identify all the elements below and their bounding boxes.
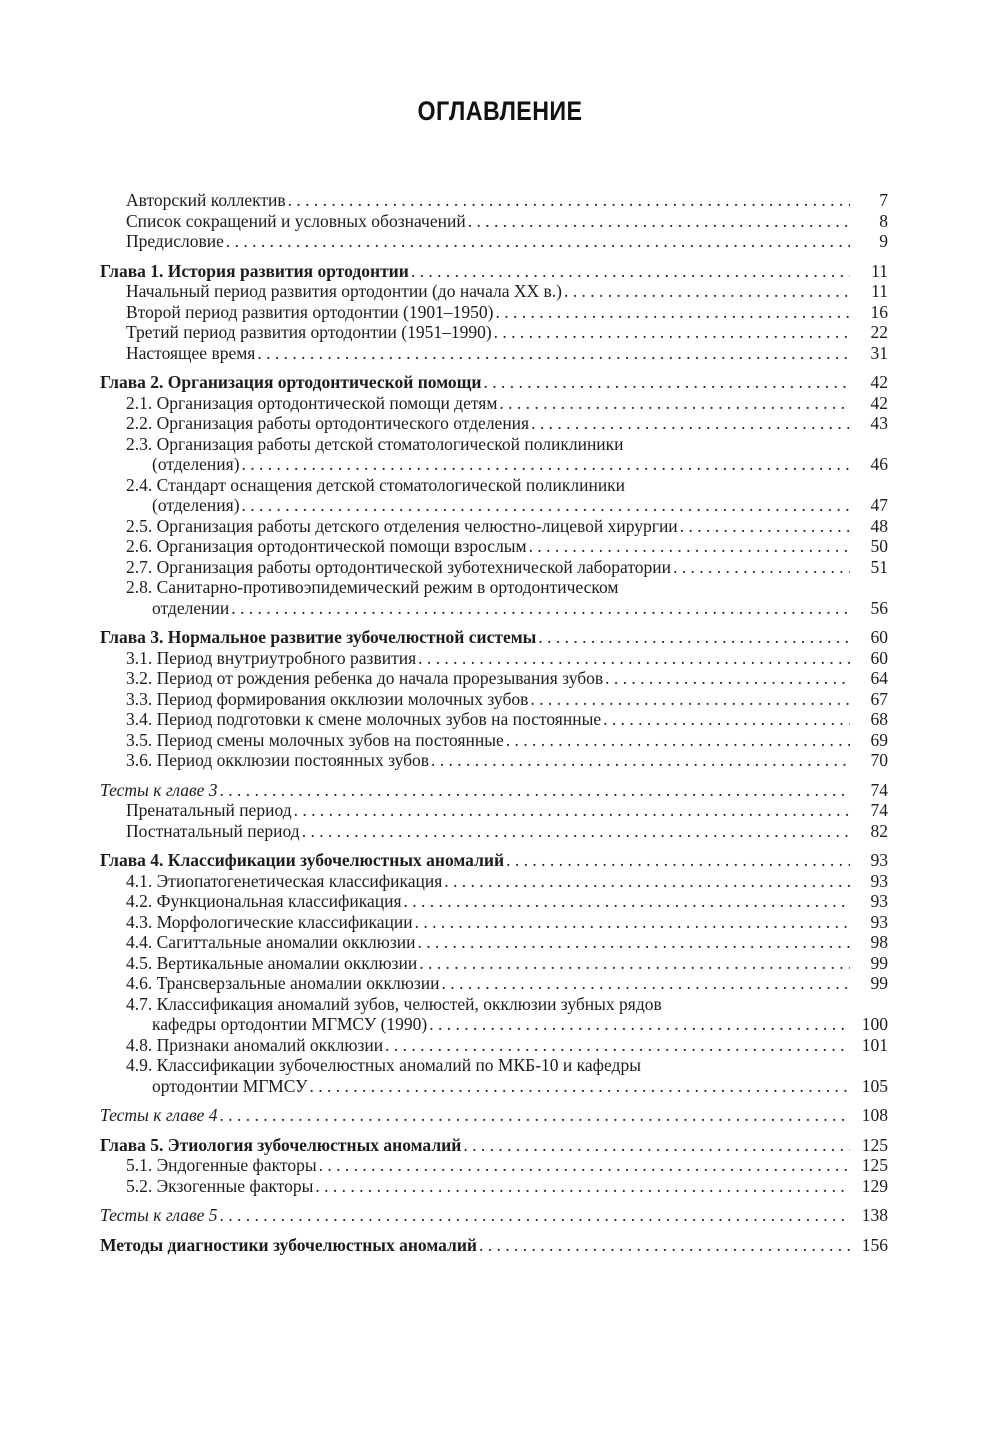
toc-section	[100, 780, 888, 842]
toc-entry[interactable]	[100, 302, 888, 323]
toc-entry-title: Начальный период развития ортодонтии (до начала XX в.)	[126, 281, 562, 301]
toc-page-number: 101	[861, 1034, 888, 1055]
toc-entry-title: Тесты к главе 4	[100, 1105, 218, 1125]
toc-entry[interactable]	[100, 413, 888, 434]
toc-entry[interactable]	[100, 912, 888, 933]
toc-entry-title: 4.9. Классификации зубочелюстных аномалий по МКБ-10 и кафедры	[126, 1055, 641, 1075]
page-title: ОГЛАВЛЕНИЕ	[417, 96, 583, 126]
toc-entry[interactable]	[100, 648, 888, 669]
toc-entry[interactable]	[100, 1055, 888, 1096]
toc-page-number: 50	[870, 536, 888, 556]
dot-leader	[292, 800, 850, 821]
toc-entry-title: 4.5. Вертикальные аномалии окклюзии	[126, 952, 418, 973]
toc-section	[100, 627, 888, 771]
toc-page-number: 11	[871, 281, 888, 301]
dot-leader	[493, 302, 850, 323]
toc-page-number: 74	[870, 800, 888, 820]
toc-page-number: 16	[870, 301, 888, 322]
toc-section	[100, 190, 888, 252]
toc-entry-title: 2.5. Организация работы детского отделения челюстно-лицевой хирургии	[126, 515, 678, 536]
toc-entry-title: Пренатальный период	[126, 800, 292, 820]
dot-leader	[497, 393, 850, 414]
toc-entry[interactable]	[100, 891, 888, 912]
toc-entry-continuation	[126, 454, 888, 475]
toc-entry[interactable]	[100, 821, 888, 842]
toc-entry-title: Предисловие	[126, 231, 224, 251]
toc-entry-title-cont: (отделения)	[152, 454, 240, 474]
toc-page-number: 93	[870, 850, 888, 870]
toc-entry-title: Тесты к главе 5	[100, 1205, 218, 1225]
toc-page-number: 105	[861, 1075, 888, 1096]
toc-entry-title: Третий период развития ортодонтии (1951–1990)	[126, 322, 492, 342]
toc-entry-continuation	[126, 598, 888, 619]
toc-page-number: 100	[861, 1014, 888, 1034]
toc-entry[interactable]	[100, 800, 888, 821]
dot-leader	[504, 730, 850, 751]
toc-chapter[interactable]	[100, 1235, 888, 1256]
dot-leader	[429, 750, 850, 771]
toc-entry-title: 4.1. Этиопатогенетическая классификация	[126, 870, 443, 891]
toc-tests[interactable]	[100, 1105, 888, 1126]
toc-chapter[interactable]	[100, 1135, 888, 1156]
toc-entry-title: 3.5. Период смены молочных зубов на постоянные	[126, 729, 504, 750]
toc-section	[100, 850, 888, 1096]
dot-leader	[504, 850, 850, 871]
toc-entry-title-cont: кафедры ортодонтии МГМСУ (1990)	[152, 1014, 428, 1034]
toc-page-number: 125	[861, 1155, 888, 1175]
dot-leader	[218, 1205, 850, 1226]
toc-section	[100, 1135, 888, 1197]
dot-leader	[529, 413, 850, 434]
toc-entry[interactable]	[100, 475, 888, 516]
toc-page-number: 98	[870, 932, 888, 952]
toc-page-number: 9	[879, 231, 888, 251]
toc-page-number: 156	[861, 1234, 888, 1255]
dot-leader	[603, 668, 850, 689]
toc-entry-title: 3.3. Период формирования окклюзии молочных зубов	[126, 688, 529, 709]
toc-entry[interactable]	[100, 231, 888, 252]
toc-entry-continuation	[126, 1076, 888, 1097]
toc-entry-title: Постнатальный период	[126, 820, 300, 841]
dot-leader	[417, 953, 850, 974]
toc-page-number: 82	[870, 820, 888, 841]
toc-chapter[interactable]	[100, 261, 888, 282]
toc-page-number: 138	[861, 1205, 888, 1225]
toc-entry-title-cont: ортодонтии МГМСУ	[152, 1075, 308, 1096]
toc-chapter[interactable]	[100, 627, 888, 648]
toc-entry-title-cont: (отделения)	[152, 495, 240, 515]
toc-page-number: 56	[870, 597, 888, 618]
toc-entry-title: 4.7. Классификация аномалий зубов, челюстей, окклюзии зубных рядов	[126, 993, 662, 1014]
dot-leader	[229, 598, 850, 619]
dot-leader	[286, 190, 850, 211]
toc-entry-title: Глава 4. Классификации зубочелюстных аномалий	[100, 850, 505, 870]
toc-entry[interactable]	[100, 689, 888, 710]
toc-entry-title: Глава 2. Организация ортодонтической помощи	[100, 372, 482, 392]
toc-entry[interactable]	[100, 516, 888, 537]
toc-entry[interactable]	[100, 211, 888, 232]
dot-leader	[427, 1014, 850, 1035]
toc-entry[interactable]	[100, 281, 888, 302]
toc-entry-title: Глава 5. Этиология зубочелюстных аномалий	[100, 1134, 462, 1155]
toc-entry[interactable]	[100, 953, 888, 974]
toc-page-number: 60	[870, 627, 888, 647]
toc-entry[interactable]	[100, 1176, 888, 1197]
toc-chapter[interactable]	[100, 850, 888, 871]
toc-entry-title-cont: отделении	[152, 597, 230, 618]
toc-page-number: 93	[870, 891, 888, 911]
toc-entry-title: 4.6. Трансверзальные аномалии окклюзии	[126, 973, 440, 993]
toc-section	[100, 372, 888, 618]
toc-page-number: 31	[870, 342, 888, 363]
toc-entry[interactable]	[100, 343, 888, 364]
toc-page-number: 129	[861, 1175, 888, 1196]
toc-entry[interactable]	[100, 536, 888, 557]
toc-entry[interactable]	[100, 994, 888, 1035]
toc-page-number: 8	[879, 210, 888, 231]
toc-page-number: 125	[861, 1134, 888, 1155]
dot-leader	[240, 454, 850, 475]
toc-page-number: 42	[870, 392, 888, 413]
dot-leader	[527, 536, 850, 557]
toc-entry[interactable]	[100, 1035, 888, 1056]
toc-page-number: 60	[870, 647, 888, 668]
dot-leader	[224, 231, 850, 252]
dot-leader	[528, 689, 850, 710]
toc-entry-title: 2.8. Санитарно-противоэпидемический режим в ортодонтическом	[126, 577, 619, 597]
toc-entry-title: 4.4. Сагиттальные аномалии окклюзии	[126, 932, 416, 952]
toc-entry-title: 2.1. Организация ортодонтической помощи детям	[126, 392, 498, 413]
toc-entry-title: 4.3. Морфологические классификации	[126, 911, 413, 932]
toc-entry[interactable]	[100, 434, 888, 475]
toc-page-number: 67	[870, 688, 888, 709]
toc-tests[interactable]	[100, 1205, 888, 1226]
toc-page-number: 93	[870, 911, 888, 932]
toc-entry[interactable]	[100, 709, 888, 730]
toc-page-number: 69	[870, 729, 888, 750]
toc-section	[100, 1235, 888, 1256]
dot-leader	[466, 211, 850, 232]
toc-entry-title: 2.7. Организация работы ортодонтической зуботехнической лаборатории	[126, 556, 671, 577]
table-of-contents	[100, 190, 888, 1264]
dot-leader	[308, 1076, 850, 1097]
toc-page-number: 42	[870, 372, 888, 392]
toc-entry-title: 4.8. Признаки аномалий окклюзии	[126, 1034, 384, 1055]
toc-entry[interactable]	[100, 750, 888, 771]
dot-leader	[562, 281, 850, 302]
toc-entry[interactable]	[100, 557, 888, 578]
dot-leader	[300, 821, 850, 842]
toc-page-number: 70	[870, 750, 888, 770]
toc-page-number: 99	[870, 973, 888, 993]
toc-entry-title: 5.2. Экзогенные факторы	[126, 1175, 314, 1196]
toc-entry-title: 2.3. Организация работы детской стоматологической поликлиники	[126, 433, 624, 454]
dot-leader	[678, 516, 850, 537]
toc-page-number: 48	[870, 515, 888, 536]
dot-leader	[240, 495, 850, 516]
toc-entry[interactable]	[100, 577, 888, 618]
dot-leader	[477, 1235, 850, 1256]
dot-leader	[255, 343, 850, 364]
dot-leader	[601, 709, 850, 730]
toc-entry[interactable]	[100, 871, 888, 892]
toc-entry-title: 3.6. Период окклюзии постоянных зубов	[126, 750, 430, 770]
dot-leader	[671, 557, 850, 578]
toc-section	[100, 1205, 888, 1226]
toc-entry[interactable]	[100, 973, 888, 994]
toc-entry[interactable]	[100, 322, 888, 343]
dot-leader	[536, 627, 850, 648]
dot-leader	[402, 891, 851, 912]
dot-leader	[461, 1135, 850, 1156]
toc-page-number: 74	[870, 779, 888, 800]
toc-chapter[interactable]	[100, 372, 888, 393]
toc-entry-title: 4.2. Функциональная классификация	[126, 891, 402, 911]
toc-entry-title: Глава 3. Нормальное развитие зубочелюстной системы	[100, 627, 537, 647]
dot-leader	[409, 261, 850, 282]
toc-entry-title: 2.6. Организация ортодонтической помощи взрослым	[126, 536, 527, 556]
toc-page-number: 93	[870, 870, 888, 891]
toc-entry-title: Авторский коллектив	[126, 190, 286, 210]
toc-entry-title: Тесты к главе 3	[100, 779, 218, 800]
toc-page-number: 43	[870, 413, 888, 433]
dot-leader	[218, 1105, 850, 1126]
toc-section	[100, 1105, 888, 1126]
toc-section	[100, 261, 888, 364]
toc-entry-continuation	[126, 1014, 888, 1035]
toc-tests[interactable]	[100, 780, 888, 801]
toc-entry-title: Настоящее время	[126, 342, 256, 363]
dot-leader	[416, 932, 851, 953]
toc-entry-title: 2.2. Организация работы ортодонтического отделения	[126, 413, 530, 433]
toc-page-number: 22	[870, 322, 888, 342]
toc-entry[interactable]	[100, 190, 888, 211]
dot-leader	[218, 780, 850, 801]
toc-page-number: 68	[870, 709, 888, 729]
dot-leader	[317, 1155, 850, 1176]
toc-entry-title: Второй период развития ортодонтии (1901–1950)	[126, 301, 494, 322]
toc-entry-title: Глава 1. История развития ортодонтии	[100, 260, 409, 281]
toc-entry-title: Методы диагностики зубочелюстных аномалий	[100, 1234, 478, 1255]
toc-entry-continuation	[126, 495, 888, 516]
toc-entry[interactable]	[100, 668, 888, 689]
dot-leader	[413, 912, 850, 933]
toc-entry[interactable]	[100, 393, 888, 414]
toc-entry-title: 3.4. Период подготовки к смене молочных зубов на постоянные	[126, 709, 602, 729]
toc-entry-title: 3.1. Период внутриутробного развития	[126, 647, 417, 668]
toc-page-number: 46	[870, 454, 888, 474]
toc-entry[interactable]	[100, 1155, 888, 1176]
toc-page-number: 64	[870, 668, 888, 688]
dot-leader	[482, 372, 850, 393]
toc-entry-title: 5.1. Эндогенные факторы	[126, 1155, 317, 1175]
toc-entry-title: 3.2. Период от рождения ребенка до начала прорезывания зубов	[126, 668, 604, 688]
toc-page-number: 11	[871, 260, 888, 281]
dot-leader	[416, 648, 850, 669]
dot-leader	[439, 973, 850, 994]
toc-page-number: 51	[870, 556, 888, 577]
toc-entry-title: Список сокращений и условных обозначений	[126, 210, 466, 231]
toc-page-number: 108	[861, 1105, 888, 1125]
toc-entry[interactable]	[100, 932, 888, 953]
dot-leader	[442, 871, 850, 892]
toc-page-number: 47	[870, 495, 888, 515]
toc-page-number: 7	[879, 190, 888, 210]
toc-entry-title: 2.4. Стандарт оснащения детской стоматологической поликлиники	[126, 474, 626, 495]
dot-leader	[313, 1176, 850, 1197]
dot-leader	[492, 322, 850, 343]
dot-leader	[383, 1035, 850, 1056]
toc-page-number: 99	[870, 952, 888, 973]
toc-entry[interactable]	[100, 730, 888, 751]
